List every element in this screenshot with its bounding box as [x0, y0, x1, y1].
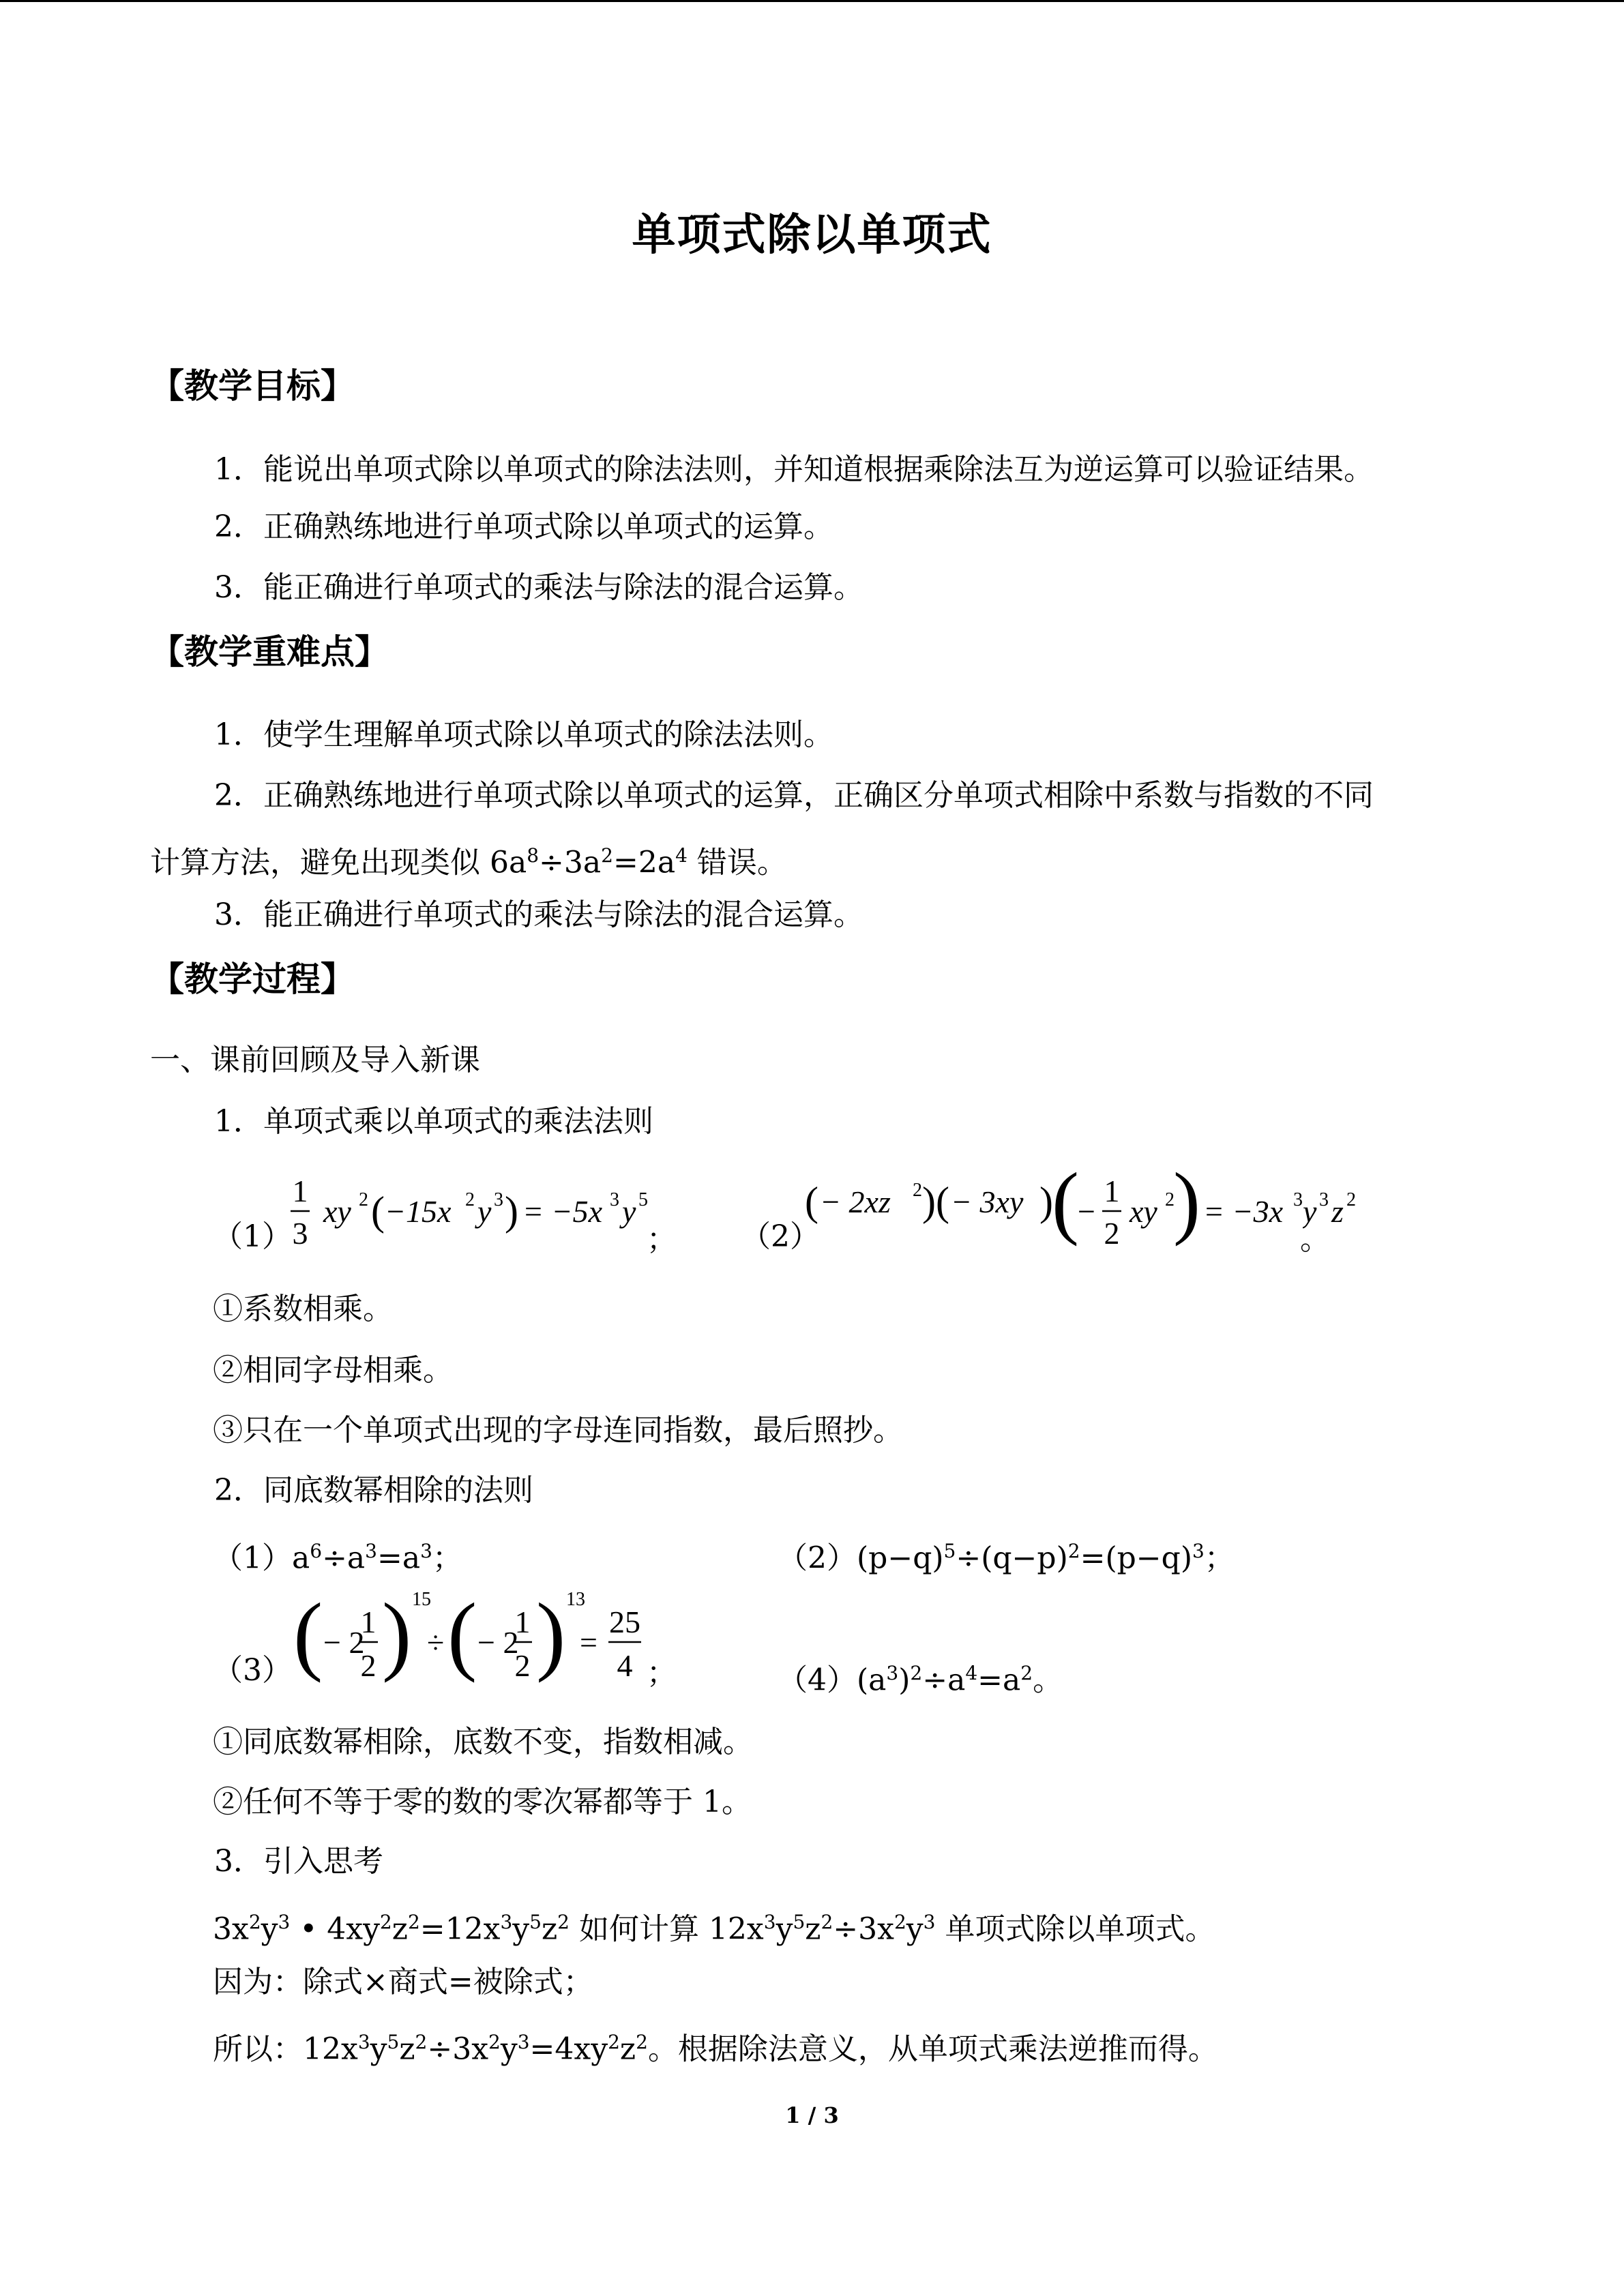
svg-text:− 2: − 2 — [477, 1625, 519, 1660]
svg-text:y: y — [477, 1194, 492, 1229]
top-border — [0, 0, 1624, 2]
svg-text:y: y — [622, 1194, 636, 1229]
eq2-label: （2） — [741, 1219, 820, 1254]
svg-text:z: z — [1331, 1194, 1344, 1229]
svg-text:(: ( — [371, 1189, 385, 1234]
svg-text:25: 25 — [609, 1605, 640, 1639]
svg-text:(: ( — [1052, 1159, 1079, 1247]
rule-1-3: ③只在一个单项式出现的字母连同指数，最后照抄。 — [213, 1413, 903, 1448]
svg-text:−15x: −15x — [385, 1194, 452, 1229]
so-line: 所以：$12x^3y^5z^2\div 3x^2y^3=4xy^2z^2$。根据除法意义，从单项式乘法逆推而得。 — [213, 2031, 1218, 2067]
svg-text:xy: xy — [1130, 1194, 1157, 1229]
svg-text:3: 3 — [1293, 1189, 1303, 1210]
svg-text:− 2xz: − 2xz — [820, 1184, 891, 1219]
svg-text:2: 2 — [1104, 1216, 1120, 1251]
rule-1-1: ①系数相乘。 — [213, 1292, 393, 1326]
svg-text:3: 3 — [292, 1216, 308, 1251]
svg-text:2: 2 — [360, 1648, 377, 1683]
key-point-item-3: 3．能正确进行单项式的乘法与除法的混合运算。 — [214, 897, 863, 932]
page-title: 单项式除以单项式 — [632, 210, 992, 260]
svg-text:3: 3 — [494, 1189, 503, 1210]
process-heading: 【教学过程】 — [150, 959, 355, 999]
svg-text:): ) — [1173, 1159, 1200, 1247]
because-line: 因为：除式×商式=被除式； — [213, 1965, 593, 1999]
svg-text:2: 2 — [1165, 1189, 1175, 1210]
svg-text:= −5x: = −5x — [522, 1194, 602, 1229]
svg-text:): ) — [382, 1585, 412, 1684]
rule-2-2: ②任何不等于零的数的零次幂都等于 1。 — [213, 1785, 752, 1819]
svg-text:1: 1 — [292, 1174, 308, 1208]
svg-text:): ) — [1039, 1179, 1053, 1224]
objective-item-1: 1．能说出单项式除以单项式的除法法则，并知道根据乘除法互为逆运算可以验证结果。 — [214, 452, 1374, 487]
objective-item-2: 2．正确熟练地进行单项式除以单项式的运算。 — [214, 509, 833, 544]
svg-text:2: 2 — [465, 1189, 475, 1210]
key-point-item-2-line-2: 计算方法，避免出现类似 $6a^8\div 3a^2=2a^4$ 错误。 — [150, 844, 787, 880]
svg-text:3: 3 — [1319, 1189, 1329, 1210]
svg-text:(: ( — [293, 1585, 323, 1684]
svg-text:= −3x: = −3x — [1203, 1194, 1283, 1229]
svg-text:− 2: − 2 — [323, 1625, 365, 1660]
objective-item-3: 3．能正确进行单项式的乘法与除法的混合运算。 — [214, 570, 863, 605]
svg-text:2: 2 — [1346, 1189, 1356, 1210]
subsection-2-title: 2．同底数幂相除的法则 — [214, 1473, 533, 1508]
svg-text:(: ( — [805, 1179, 818, 1224]
power-3-semicolon: ； — [647, 1656, 677, 1690]
svg-text:15: 15 — [412, 1589, 431, 1610]
subsection-1-title: 1．单项式乘以单项式的乘法法则 — [214, 1104, 653, 1139]
svg-text:1: 1 — [514, 1605, 531, 1639]
svg-text:(: ( — [447, 1585, 477, 1684]
svg-text:): ) — [536, 1585, 566, 1684]
svg-text:1: 1 — [360, 1605, 377, 1639]
svg-text:−: − — [1078, 1194, 1095, 1229]
key-points-heading: 【教学重难点】 — [150, 632, 389, 672]
svg-text:y: y — [1303, 1194, 1317, 1229]
subsection-3-title: 3．引入思考 — [214, 1844, 383, 1879]
rule-2-1: ①同底数幂相除，底数不变，指数相减。 — [213, 1725, 753, 1759]
svg-text:13: 13 — [566, 1589, 585, 1610]
key-point-item-1: 1．使学生理解单项式除以单项式的除法法则。 — [214, 717, 833, 752]
power-2: $(2)(p-q)^5\div(q-p)^2=(p-q)^3$； — [778, 1540, 1235, 1576]
think-line: $3x^2y^3$ • $4xy^2z^2=12x^3y^5z^2$ 如何计算 $12x^3y^5z^2\div 3x^2y^3$ 单项式除以单项式。 — [213, 1911, 1215, 1947]
page-number: 1 / 3 — [785, 2102, 839, 2128]
svg-text:3: 3 — [610, 1189, 619, 1210]
eq1-label: （1） — [213, 1219, 292, 1254]
svg-text:): ) — [505, 1189, 518, 1234]
part-1-title: 一、课前回顾及导入新课 — [150, 1043, 480, 1077]
objectives-heading: 【教学目标】 — [150, 366, 355, 406]
svg-text:− 3xy: − 3xy — [951, 1184, 1024, 1219]
svg-text:÷: ÷ — [427, 1625, 445, 1660]
power-4: $(4)(a^3)^2\div a^4=a^2$。 — [778, 1662, 1063, 1698]
svg-text:=: = — [580, 1625, 597, 1660]
svg-text:4: 4 — [617, 1648, 633, 1683]
rule-1-2: ②相同字母相乘。 — [213, 1353, 453, 1388]
svg-text:2: 2 — [514, 1648, 531, 1683]
eq2-formula — [805, 1159, 1310, 1258]
power-1: $(1)a^6\div a^3=a^3$； — [213, 1540, 462, 1576]
svg-text:)(: )( — [922, 1179, 949, 1224]
svg-text:1: 1 — [1104, 1174, 1120, 1208]
key-point-item-2-line-1: 2．正确熟练地进行单项式除以单项式的运算，正确区分单项式相除中系数与指数的不同 — [214, 778, 1374, 813]
power-3-formula — [293, 1581, 662, 1693]
svg-text:xy: xy — [323, 1194, 351, 1229]
svg-text:2: 2 — [359, 1189, 368, 1210]
svg-text:5: 5 — [638, 1189, 648, 1210]
eq1-formula — [286, 1159, 668, 1258]
svg-text:2: 2 — [913, 1180, 922, 1201]
eq1-semicolon: ； — [647, 1222, 677, 1257]
eq2-end: 。 — [1300, 1222, 1330, 1257]
power-3-label: （3） — [213, 1653, 292, 1688]
